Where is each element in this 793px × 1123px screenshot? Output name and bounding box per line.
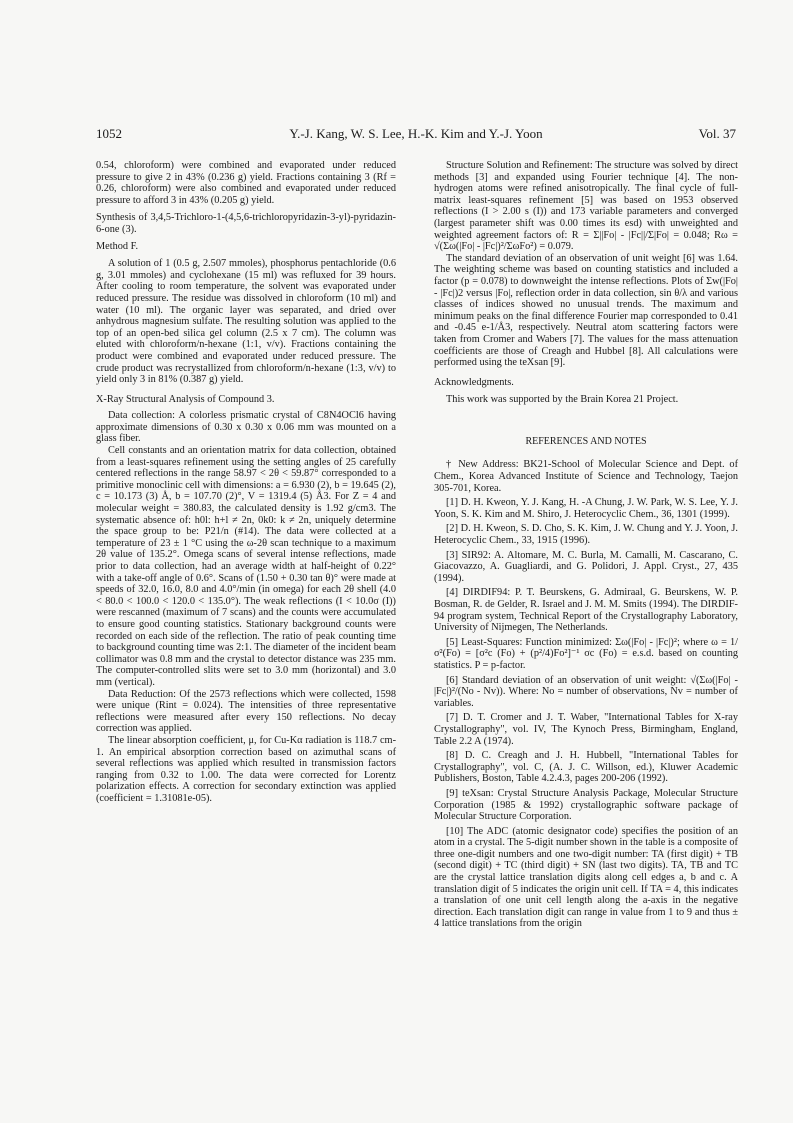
reference-item: [6] Standard deviation of an observation of unit weight: √(Σω(|Fo| - |Fc|)²/(No - Nv)). Where: No = number of observations, Nv = number of variables. xyxy=(434,674,738,709)
method-label: Method F. xyxy=(96,240,139,252)
paragraph: A solution of 1 (0.5 g, 2.507 mmoles), phosphorus pentachloride (0.6 g, 3.01 mmoles) and cyclohexane (15 ml) was refluxed for 39 hours. After cooling to room temperature, the solvent was evaporated under reduced pressure. The residue was dissolved in chloroform (10 ml) and water (10 ml). The organic layer was separated, and dried over anhydrous magnesium sulfate. The resulting solution was applied to the top of an open-bed silica gel column (2.5 x 7 cm). The column was eluted with chloroform/n-hexane (1:1, v/v). Fractions containing the product were combined and evaporated under reduced pressure. The crude product was recrystallized from chloroform/n-hexane (1:3, v/v) to yield only 3 in 81% (0.387 g) yield. xyxy=(96,258,396,386)
paragraph: Data Reduction: Of the 2573 reflections which were collected, 1598 were unique (Rint = 0.024). The intensities of three representative reflections were measured after every 150 reflections. No decay correction was applied. xyxy=(96,688,396,735)
section-title: Acknowledgments. xyxy=(434,376,514,388)
reference-item: [5] Least-Squares: Function minimized: Σω(|Fo| - |Fc|)²; where ω = 1/σ²(Fo) = [σ²c (Fo) + (p²/4)Fo²]⁻¹ σc (Fo) = e.s.d. based on counting statistics. P = p-factor. xyxy=(434,636,738,671)
reference-item: [8] D. C. Creagh and J. H. Hubbell, "International Tables for Crystallography", vol. C, (A. J. C. Willson, ed.), Kluwer Academic Publishers, Boston, Table 4.2.4.3, pages 200-206 (1992). xyxy=(434,750,738,785)
paragraph: 0.54, chloroform) were combined and evaporated under reduced pressure to give 2 in 43% (0.236 g) yield. Fractions containing 3 (Rf = 0.26, chloroform) were also combined and evaporated under reduced pressure to afford 3 in 43% (0.205 g) yield. xyxy=(96,160,396,206)
paragraph: Cell constants and an orientation matrix for data collection, obtained from a least-squares refinement using the setting angles of 25 carefully centered reflections in the range 58.97 < 2θ < 59.87° corresponded to a primitive monoclinic cell with dimensions: a = 6.930 (2), b = 19.645 (2), c = 10.173 (3) Å, b = 107.70 (2)°, V = 1319.4 (5) Å3. For Z = 4 and molecular weight = 380.83, the calculated density is 1.92 g/cm3. The systematic absence of: h0l: h+l ≠ 2n, 0k0: k ≠ 2n, uniquely determine the space group to be: P21/n (#14). The data were collected at a temperature of 23 ± 1 °C using the ω-2θ scan technique to a maximum 2θ value of 135.2°. Omega scans of several intense reflections, made prior to data collection, had an average width at half-height of 0.22° with a take-off angle of 0.6°. Scans of (1.50 + 0.30 tan θ)° were made at speeds of 32.0, 16.0, 8.0 and 4.0°/min (in omega) for each 2θ shell (4.0 < 80.0 < 100.0 < 120.0 < 135.0°). The weak reflections (I < 10.0σ (I)) were rescanned (maximum of 7 scans) and the counts were accumulated to ensure good counting statistics. Stationary background counts were recorded on each side of the reflection. The ratio of peak counting time to background counting time was 2:1. The diameter of the incident beam collimator was 0.8 mm and the crystal to detector distance was 235 mm. The computer-controlled slits were set to 3.0 mm (horizontal) and 3.0 mm (vertical). xyxy=(96,445,396,688)
reference-item: [7] D. T. Cromer and J. T. Waber, "International Tables for X-ray Crystallography", vol. IV, The Kynoch Press, Birmingham, England, Table 2.2 A (1974). xyxy=(434,712,738,747)
section-title: X-Ray Structural Analysis of Compound 3. xyxy=(96,393,275,405)
volume-label: Vol. 37 xyxy=(698,126,736,141)
references-heading: REFERENCES AND NOTES xyxy=(525,435,647,447)
running-authors: Y.-J. Kang, W. S. Lee, H.-K. Kim and Y.-J. Yoon xyxy=(289,126,543,141)
page-number: 1052 xyxy=(96,126,122,141)
paragraph: The linear absorption coefficient, μ, for Cu-Kα radiation is 118.7 cm-1. An empirical absorption correction based on azimuthal scans of several reflections was applied which resulted in transmission factors ranging from 0.32 to 1.00. The data were corrected for Lorentz polarization effects. A correction for secondary extinction was applied (coefficient = 1.31081e-05). xyxy=(96,734,396,804)
paragraph: The standard deviation of an observation of unit weight [6] was 1.64. The weighting scheme was based on counting statistics and included a factor (p = 0.078) to downweight the intense reflections. Plots of Σw(|Fo| - |Fc|)2 versus |Fo|, reflection order in data collection, sin θ/λ and various classes of indices showed no unusual trends. The maximum and minimum peaks on the final difference Fourier map corresponded to 0.41 and -0.45 e-1/Å3, respectively. Neutral atom scattering factors were taken from Cromer and Wabers [7]. The values for the mass attenuation coefficients are those of Creagh and Hubbel [8]. All calculations were performed using the teXsan [9]. xyxy=(434,252,738,369)
reference-item: [3] SIR92: A. Altomare, M. C. Burla, M. Camalli, M. Cascarano, C. Giacovazzo, A. Guagliardi, and G. Polidori, J. Appl. Cryst., 27, 435 (1994). xyxy=(434,549,738,584)
paragraph: This work was supported by the Brain Korea 21 Project. xyxy=(446,394,679,406)
reference-item: † New Address: BK21-School of Molecular Science and Dept. of Chem., Korea Advanced Institute of Science and Technology, Taejon 305-701, Korea. xyxy=(434,459,738,494)
running-header xyxy=(96,126,736,144)
reference-item: [4] DIRDIF94: P. T. Beurskens, G. Admiraal, G. Beurskens, W. P. Bosman, R. de Gelder, R. Israel and J. M. M. Smits (1994). The DIRDIF-94 program system, Technical Report of the Crystallography Laboratory, University of Nijmegen, The Netherlands. xyxy=(434,587,738,634)
left-column xyxy=(96,160,396,804)
paragraph: Data collection: A colorless prismatic crystal of C8N4OCl6 having approximate dimensions of 0.30 x 0.30 x 0.06 mm was mounted on a glass fiber. xyxy=(96,410,396,445)
reference-item: [10] The ADC (atomic designator code) specifies the position of an atom in a crystal. The 5-digit number shown in the table is a composite of three one-digit numbers and one two-digit number: TA (first digit) + TB (second digit) + TC (third digit) + SN (last two digits). TA, TB and TC are the crystal lattice translation digits along cell edges a, b and c. A translation digit of 5 indicates the origin unit cell. If TA = 4, this indicates a translation of one unit cell length along the a-axis in the negative direction. Each translation digit can range in value from 1 to 9 and thus ± 4 lattice translations from the origin xyxy=(434,825,738,930)
reference-item: [9] teXsan: Crystal Structure Analysis Package, Molecular Structure Corporation (1985 & 1992) crystallographic software package of Molecular Structure Corporation. xyxy=(434,787,738,823)
right-column xyxy=(434,160,738,933)
references-list xyxy=(434,459,738,930)
reference-item: [2] D. H. Kweon, S. D. Cho, S. K. Kim, J. W. Chung and Y. J. Yoon, J. Heterocyclic Chem., 33, 1915 (1996). xyxy=(434,523,738,547)
reference-item: [1] D. H. Kweon, Y. J. Kang, H. -A Chung, J. W. Park, W. S. Lee, Y. J. Yoon, S. K. Kim and M. Shiro, J. Heterocyclic Chem., 36, 1301 (1999). xyxy=(434,497,738,520)
paragraph: Structure Solution and Refinement: The structure was solved by direct methods [3] and expanded using Fourier technique [4]. The non-hydrogen atoms were refined anisotropically. The final cycle of full-matrix least-squares refinement [5] was based on 1953 observed reflections (I > 2.00 s (I)) and 173 variable parameters and converged (largest parameter shift was 0.00 times its esd) with unweighted and weighted agreement factors of: R = Σ||Fo| - |Fc||/Σ|Fo| = 0.048; Rω = √(Σω(|Fo| - |Fc|)²/ΣωFo²) = 0.079. xyxy=(434,160,738,253)
section-title: Synthesis of 3,4,5-Trichloro-1-(4,5,6-trichloropyridazin-3-yl)-pyridazin-6-one (3). xyxy=(96,212,396,235)
